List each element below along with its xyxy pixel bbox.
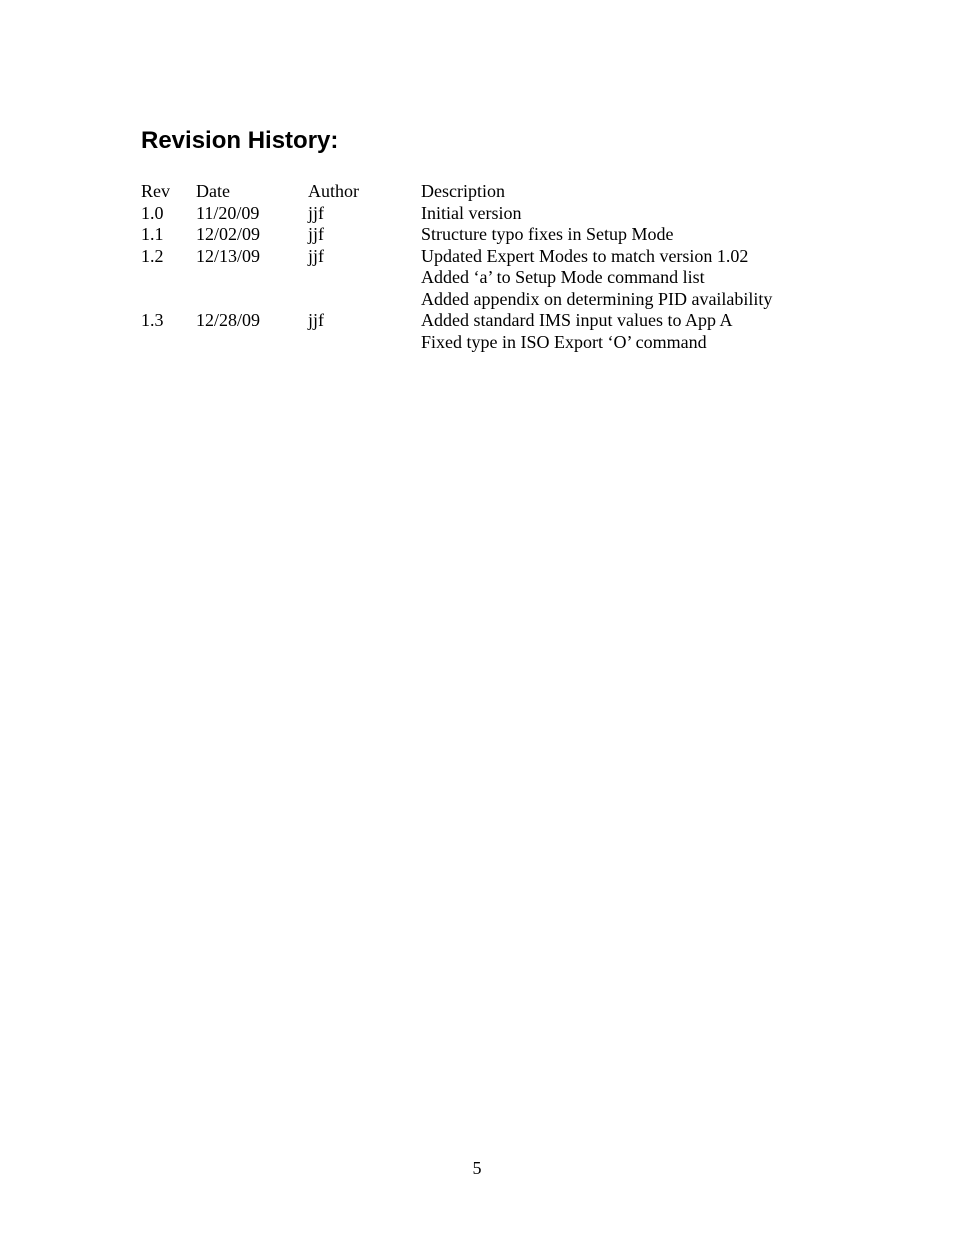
date-cell: 11/20/09 <box>196 202 260 223</box>
page-title: Revision History: <box>141 127 339 154</box>
header-date: Date <box>196 181 230 201</box>
header-rev: Rev <box>141 181 170 201</box>
date-cell: 12/02/09 <box>196 224 261 244</box>
header-description: Description <box>421 181 505 201</box>
rev-cell: 1.2 <box>141 245 164 266</box>
author-cell: jjf <box>308 310 324 330</box>
description-cell: Structure typo fixes in Setup Mode <box>421 224 674 244</box>
rev-cell: 1.0 <box>141 202 164 223</box>
description-cell: Added appendix on determining PID availability <box>421 288 773 309</box>
date-cell: 12/13/09 <box>196 245 261 266</box>
page-number: 5 <box>472 1158 482 1178</box>
description-cell: Added standard IMS input values to App A <box>421 310 733 330</box>
author-cell: jjf <box>308 245 324 266</box>
header-author: Author <box>308 181 359 201</box>
description-cell: Fixed type in ISO Export ‘O’ command <box>421 331 707 352</box>
description-cell: Added ‘a’ to Setup Mode command list <box>421 267 705 287</box>
description-cell: Initial version <box>421 202 522 223</box>
rev-cell: 1.1 <box>141 224 164 244</box>
author-cell: jjf <box>308 224 324 244</box>
date-cell: 12/28/09 <box>196 310 261 330</box>
rev-cell: 1.3 <box>141 310 164 330</box>
author-cell: jjf <box>308 202 324 223</box>
description-cell: Updated Expert Modes to match version 1.02 <box>421 245 749 266</box>
